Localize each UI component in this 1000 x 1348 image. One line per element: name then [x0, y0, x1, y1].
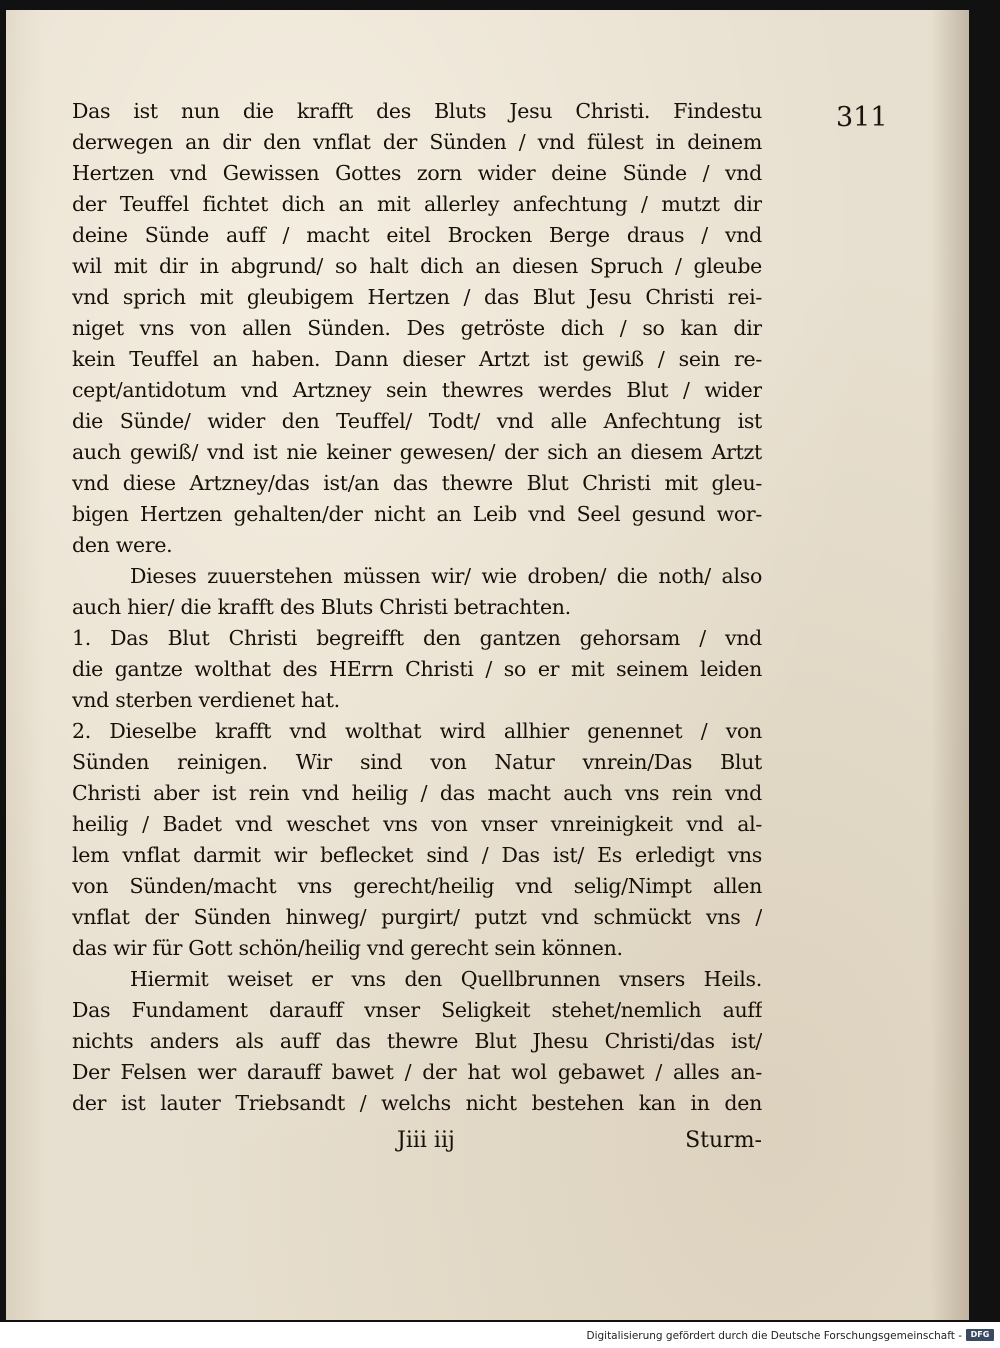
- text-line: Dieses zuuerstehen müssen wir/ wie droben/ die noth/ also: [130, 564, 762, 588]
- funding-credit: Digitalisierung gefördert durch die Deutsche Forschungsgemeinschaft -: [586, 1330, 962, 1342]
- text-line: lem vnflat darmit wir beflecket sind / Das ist/ Es erledigt vns: [72, 843, 762, 867]
- numbered-line: 1. Das Blut Christi begreifft den gantzen gehorsam / vnd: [72, 626, 762, 650]
- text-line: Sünden reinigen. Wir sind von Natur vnrein/Das Blut: [72, 750, 762, 774]
- text-line: vnd sterben verdienet hat.: [72, 688, 340, 712]
- text-line: kein Teuffel an haben. Dann dieser Artzt ist gewiß / sein re-: [72, 347, 762, 371]
- text-line: derwegen an dir den vnflat der Sünden / vnd fülest in deinem: [72, 130, 762, 154]
- text-line: Hiermit weiset er vns den Quellbrunnen vnsers Heils.: [130, 967, 762, 991]
- text-line: niget vns von allen Sünden. Des getröste dich / so kan dir: [72, 316, 762, 340]
- text-line: die Sünde/ wider den Teuffel/ Todt/ vnd alle Anfechtung ist: [72, 409, 762, 433]
- text-line: vnflat der Sünden hinweg/ purgirt/ putzt vnd schmückt vns /: [72, 905, 762, 929]
- text-line: Hertzen vnd Gewissen Gottes zorn wider deine Sünde / vnd: [72, 161, 762, 185]
- page-text: [72, 96, 762, 1119]
- page-footer: [72, 1128, 762, 1162]
- numbered-line: 2. Dieselbe krafft vnd wolthat wird allhier genennet / von: [72, 719, 762, 743]
- text-line: nichts anders als auff das thewre Blut Jhesu Christi/das ist/: [72, 1029, 762, 1053]
- text-line: Das Fundament darauff vnser Seligkeit stehet/nemlich auff: [72, 998, 762, 1022]
- text-line: vnd diese Artzney/das ist/an das thewre Blut Christi mit gleu-: [72, 471, 762, 495]
- text-line: heilig / Badet vnd weschet vns von vnser vnreinigkeit vnd al-: [72, 812, 762, 836]
- text-line: den were.: [72, 533, 173, 557]
- credit-bar: [0, 1322, 1000, 1348]
- text-line: auch gewiß/ vnd ist nie keiner gewesen/ der sich an diesem Artzt: [72, 440, 762, 464]
- book-page: [6, 10, 969, 1320]
- text-line: der Teuffel fichtet dich an mit allerley anfechtung / mutzt dir: [72, 192, 762, 216]
- text-line: vnd sprich mit gleubigem Hertzen / das Blut Jesu Christi rei-: [72, 285, 762, 309]
- dfg-logo-icon: DFG: [966, 1329, 994, 1341]
- text-line: der ist lauter Triebsandt / welchs nicht bestehen kan in den: [72, 1091, 762, 1115]
- text-line: Der Felsen wer darauff bawet / der hat wol gebawet / alles an-: [72, 1060, 762, 1084]
- signature-mark: Jiii iij: [397, 1128, 455, 1153]
- text-line: auch hier/ die krafft des Bluts Christi betrachten.: [72, 595, 571, 619]
- text-line: die gantze wolthat des HErrn Christi / so er mit seinem leiden: [72, 657, 762, 681]
- page-number: 311: [836, 102, 888, 133]
- text-line: von Sünden/macht vns gerecht/heilig vnd selig/Nimpt allen: [72, 874, 762, 898]
- text-line: Christi aber ist rein vnd heilig / das macht auch vns rein vnd: [72, 781, 762, 805]
- text-line: cept/antidotum vnd Artzney sein thewres werdes Blut / wider: [72, 378, 762, 402]
- catchword: Sturm-: [685, 1128, 762, 1153]
- text-line: bigen Hertzen gehalten/der nicht an Leib vnd Seel gesund wor-: [72, 502, 762, 526]
- text-line: deine Sünde auff / macht eitel Brocken Berge draus / vnd: [72, 223, 762, 247]
- text-line: Das ist nun die krafft des Bluts Jesu Christi. Findestu: [72, 99, 762, 123]
- text-line: wil mit dir in abgrund/ so halt dich an diesen Spruch / gleube: [72, 254, 762, 278]
- text-line: das wir für Gott schön/heilig vnd gerecht sein können.: [72, 936, 623, 960]
